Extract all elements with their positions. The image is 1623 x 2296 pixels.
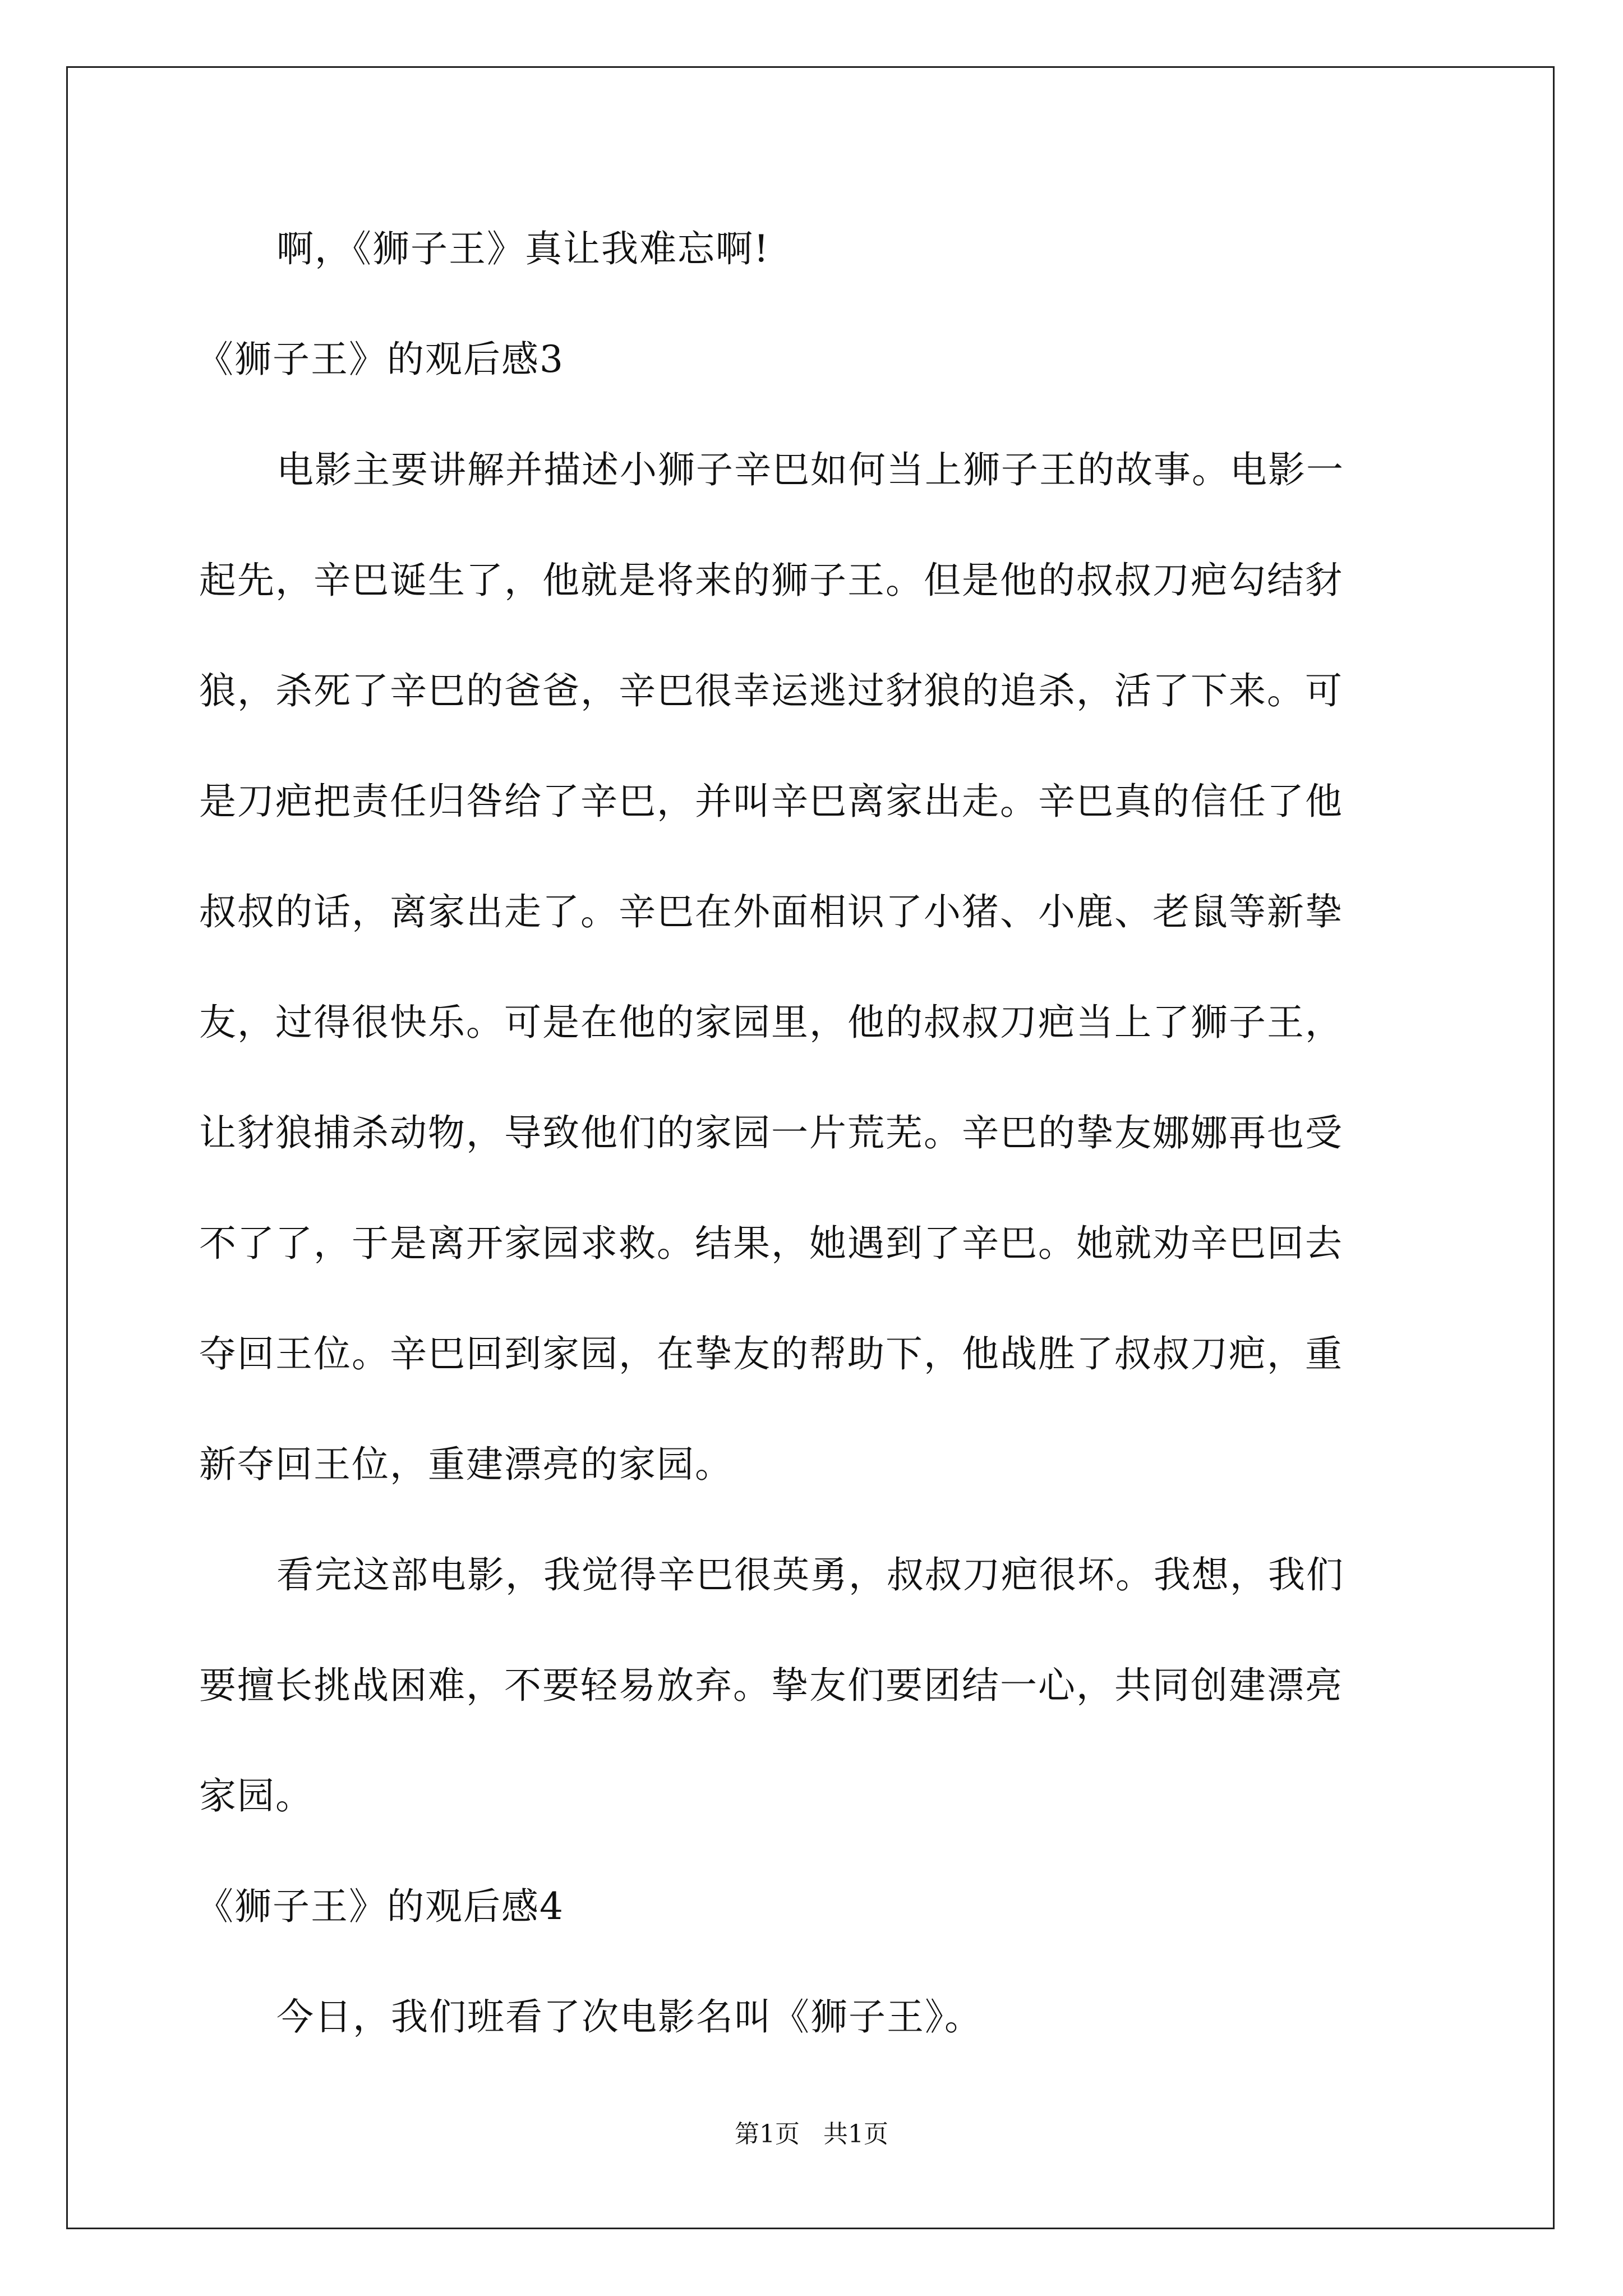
text-line: 让豺狼捕杀动物，导致他们的家园一片荒芜。辛巴的挚友娜娜再也受 bbox=[199, 1111, 1343, 1154]
text-line: 新夺回王位，重建漂亮的家园。 bbox=[199, 1443, 733, 1486]
text-line: 看完这部电影，我觉得辛巴很英勇，叔叔刀疤很坏。我想，我们 bbox=[276, 1553, 1344, 1596]
text-line: 夺回王位。辛巴回到家园，在挚友的帮助下，他战胜了叔叔刀疤，重 bbox=[199, 1332, 1343, 1375]
text-line: 狼，杀死了辛巴的爸爸，辛巴很幸运逃过豺狼的追杀，活了下来。可 bbox=[199, 669, 1343, 712]
text-line: 电影主要讲解并描述小狮子辛巴如何当上狮子王的故事。电影一 bbox=[276, 448, 1344, 491]
section-heading: 《狮子王》的观后感3 bbox=[196, 338, 564, 381]
text-line: 要擅长挑战困难，不要轻易放弃。挚友们要团结一心，共同创建漂亮 bbox=[199, 1664, 1343, 1707]
text-line: 友，过得很快乐。可是在他的家园里，他的叔叔刀疤当上了狮子王， bbox=[199, 1001, 1343, 1044]
text-line: 起先，辛巴诞生了，他就是将来的狮子王。但是他的叔叔刀疤勾结豺 bbox=[199, 559, 1343, 602]
section-heading: 《狮子王》的观后感4 bbox=[196, 1885, 564, 1928]
text-line: 今日，我们班看了次电影名叫《狮子王》。 bbox=[276, 1995, 983, 2039]
document-body bbox=[196, 194, 1433, 2072]
page-footer: 第1页 共1页 bbox=[735, 2120, 888, 2148]
text-line: 啊，《狮子王》真让我难忘啊! bbox=[276, 227, 770, 270]
text-line: 家园。 bbox=[199, 1774, 313, 1818]
text-line: 是刀疤把责任归咎给了辛巴，并叫辛巴离家出走。辛巴真的信任了他 bbox=[199, 780, 1343, 823]
text-line: 叔叔的话，离家出走了。辛巴在外面相识了小猪、小鹿、老鼠等新挚 bbox=[199, 890, 1343, 933]
text-line: 不了了，于是离开家园求救。结果，她遇到了辛巴。她就劝辛巴回去 bbox=[199, 1222, 1343, 1265]
